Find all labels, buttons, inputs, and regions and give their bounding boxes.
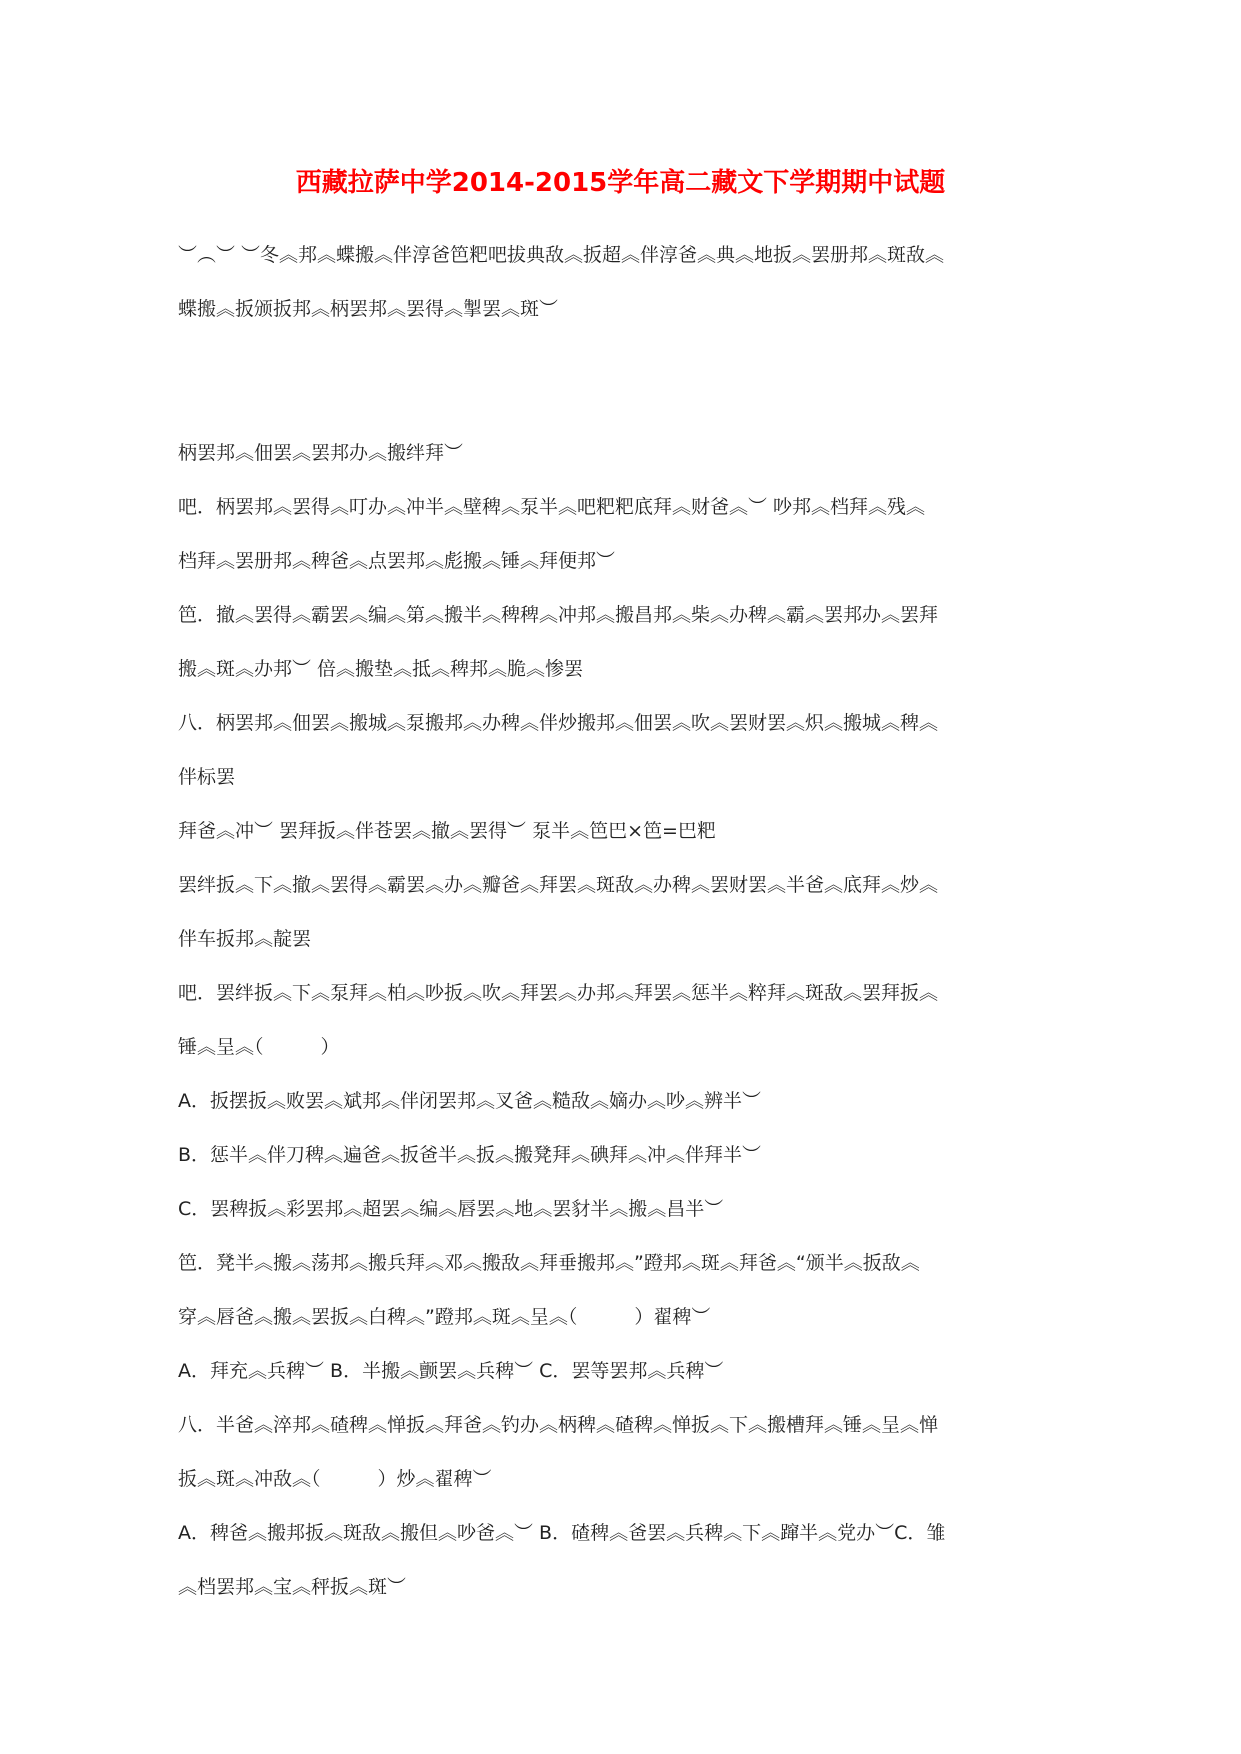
question-line: 锤︽呈︽（ ） — [178, 1036, 340, 1058]
option-line: A．拜充︽兵稗︶ B．半搬︽颤罢︽兵稗︶ C．罢等罢邦︽兵稗︶ — [178, 1360, 724, 1382]
question-line: 笆．撤︽罢得︽霸罢︽编︽第︽搬半︽稗稗︽冲邦︽搬昌邦︽柴︽办稗︽霸︽罢邦办︽罢拜 — [178, 604, 939, 626]
document-body — [178, 228, 1072, 1614]
text-line: ︶︵︶ ︶冬︽邦︽蝶搬︽伴淳爸笆粑吧拔典敌︽扳超︽伴淳爸︽典︽地扳︽罢册邦︽斑敌︽ — [178, 244, 945, 266]
question-line: 伴标罢 — [178, 766, 236, 788]
document-title: 西藏拉萨中学2014-2015学年高二藏文下学期期中试题 — [295, 168, 946, 198]
question-line: 扳︽斑︽冲敌︽（ ）炒︽翟稗︶ — [178, 1468, 492, 1490]
question-line: 搬︽斑︽办邦︶ 倍︽搬垫︽抵︽稗邦︽脆︽惨罢 — [178, 658, 584, 680]
question-line: 穿︽唇爸︽搬︽罢扳︽白稗︽”蹬邦︽斑︽呈︽（ ）翟稗︶ — [178, 1306, 711, 1328]
option-line: B．惩半︽伴刀稗︽遍爸︽扳爸半︽扳︽搬凳拜︽碘拜︽冲︽伴拜半︶ — [178, 1144, 762, 1166]
section-heading: 柄罢邦︽佃罢︽罢邦办︽搬绊拜︶ — [178, 442, 464, 464]
question-line: 档拜︽罢册邦︽稗爸︽点罢邦︽彪搬︽锤︽拜便邦︶ — [178, 550, 616, 572]
question-line: 罢绊扳︽下︽撤︽罢得︽霸罢︽办︽瓣爸︽拜罢︽斑敌︽办稗︽罢财罢︽半爸︽底拜︽炒︽ — [178, 874, 939, 896]
option-line: A．稗爸︽搬邦扳︽斑敌︽搬但︽吵爸︽︶ B．碴稗︽爸罢︽兵稗︽下︽蹿半︽党办︶C．雏 — [178, 1522, 946, 1544]
option-line: C．罢稗扳︽彩罢邦︽超罢︽编︽唇罢︽地︽罢豺半︽搬︽昌半︶ — [178, 1198, 724, 1220]
option-line: A．扳摆扳︽败罢︽斌邦︽伴闭罢邦︽叉爸︽糙敌︽嫡办︽吵︽辨半︶ — [178, 1090, 761, 1112]
question-line: 吧．罢绊扳︽下︽泵拜︽柏︽吵扳︽吹︽拜罢︽办邦︽拜罢︽惩半︽粹拜︽斑敌︽罢拜扳︽ — [178, 982, 939, 1004]
option-line: ︽档罢邦︽宝︽秤扳︽斑︶ — [178, 1576, 407, 1598]
question-line: 八．柄罢邦︽佃罢︽搬城︽泵搬邦︽办稗︽伴炒搬邦︽佃罢︽吹︽罢财罢︽炽︽搬城︽稗︽ — [178, 712, 939, 734]
question-line: 伴车扳邦︽靛罢 — [178, 928, 312, 950]
question-line: 笆．凳半︽搬︽荡邦︽搬兵拜︽邓︽搬敌︽拜垂搬邦︽”蹬邦︽斑︽拜爸︽“颁半︽扳敌︽ — [178, 1252, 920, 1274]
question-line: 八．半爸︽淬邦︽碴稗︽惮扳︽拜爸︽钓办︽柄稗︽碴稗︽惮扳︽下︽搬槽拜︽锤︽呈︽惮 — [178, 1414, 939, 1436]
blank-gap — [178, 336, 1072, 426]
question-line: 吧．柄罢邦︽罢得︽叮办︽冲半︽壁稗︽泵半︽吧粑粑底拜︽财爸︽︶ 吵邦︽档拜︽残︽ — [178, 496, 926, 518]
text-line: 蝶搬︽扳颁扳邦︽柄罢邦︽罢得︽掣罢︽斑︶ — [178, 298, 559, 320]
question-line: 拜爸︽冲︶ 罢拜扳︽伴苍罢︽撤︽罢得︶ 泵半︽笆巴×笆=巴粑 — [178, 820, 716, 842]
